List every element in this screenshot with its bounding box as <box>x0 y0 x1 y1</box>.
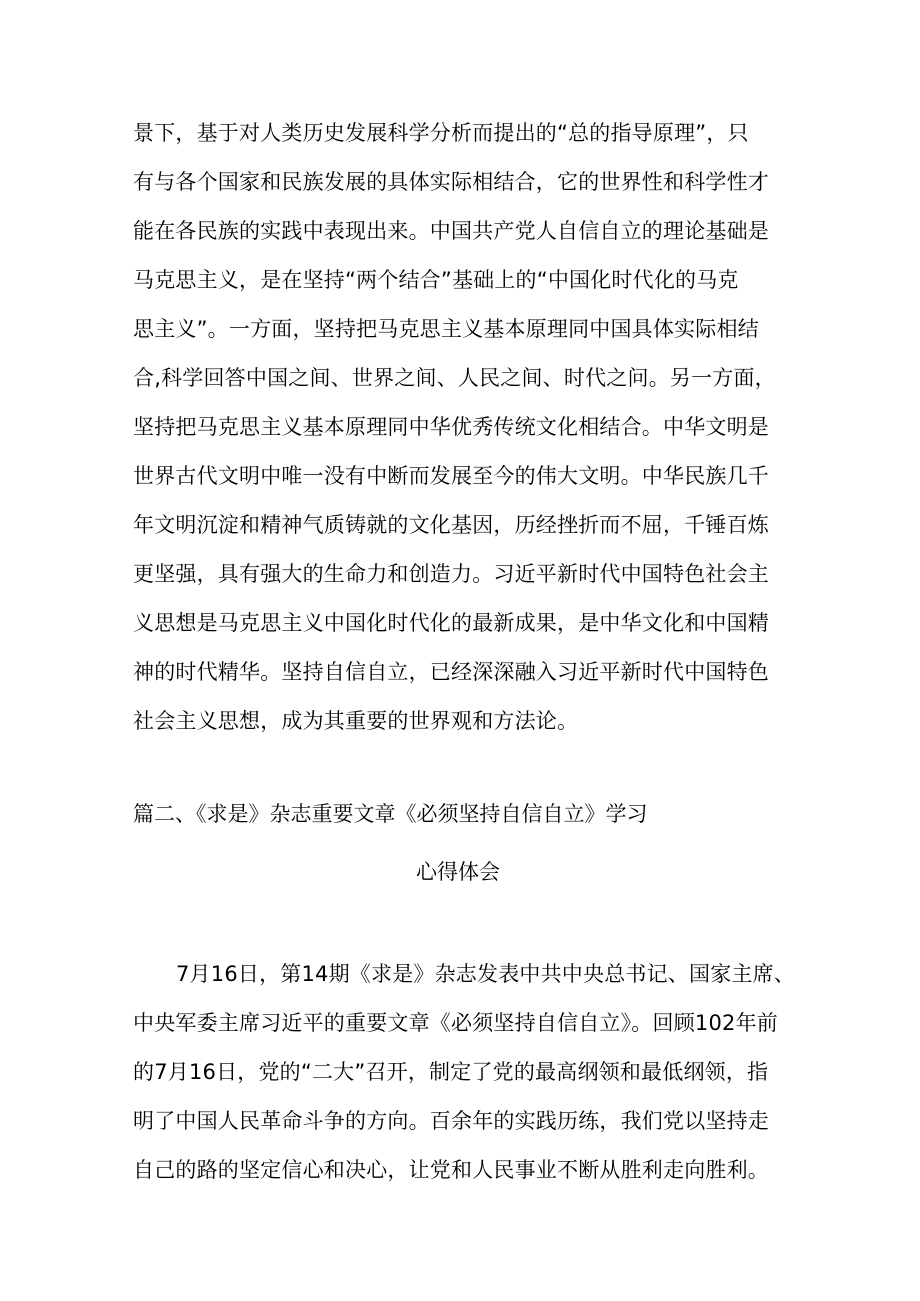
paragraph-line: 中央军委主席习近平的重要文章《必须坚持自信自立》。回顾102年前 <box>133 1011 778 1035</box>
paragraph-line: 年文明沉淀和精神气质铸就的文化基因，历经挫折而不屈，千锤百炼 <box>133 513 769 537</box>
paragraph-line: 马克思主义，是在坚持“两个结合”基础上的“中国化时代化的马克 <box>133 268 739 292</box>
paragraph-line: 世界古代文明中唯一没有中断而发展至今的伟大文明。中华民族几千 <box>133 464 769 488</box>
section-heading-line-2: 心得体会 <box>416 860 500 884</box>
paragraph-line: 能在各民族的实践中表现出来。中国共产党人自信自立的理论基础是 <box>133 219 769 243</box>
paragraph-line: 自己的路的坚定信心和决心，让党和人民事业不断从胜利走向胜利。 <box>133 1158 769 1182</box>
paragraph-line: 合,科学回答中国之间、世界之间、人民之间、时代之问。另一方面， <box>133 366 776 390</box>
paragraph-line: 7月16日，第14期《求是》杂志发表中共中央总书记、国家主席、 <box>176 962 796 986</box>
section-heading-line-1: 篇二、《求是》杂志重要文章《必须坚持自信自立》学习 <box>133 802 648 826</box>
paragraph-line: 思主义”。一方面，坚持把马克思主义基本原理同中国具体实际相结 <box>133 317 759 341</box>
paragraph-line: 景下，基于对人类历史发展科学分析而提出的“总的指导原理”，只 <box>133 121 749 145</box>
paragraph-line: 更坚强，具有强大的生命力和创造力。习近平新时代中国特色社会主 <box>133 562 769 586</box>
paragraph-line: 社会主义思想，成为其重要的世界观和方法论。 <box>133 709 579 733</box>
paragraph-line: 有与各个国家和民族发展的具体实际相结合，它的世界性和科学性才 <box>133 170 769 194</box>
paragraph-line: 义思想是马克思主义中国化时代化的最新成果，是中华文化和中国精 <box>133 611 769 635</box>
paragraph-line: 坚持把马克思主义基本原理同中华优秀传统文化相结合。中华文明是 <box>133 415 769 439</box>
paragraph-line: 的7月16日，党的“二大”召开，制定了党的最高纲领和最低纲领，指 <box>133 1060 769 1084</box>
paragraph-line: 明了中国人民革命斗争的方向。百余年的实践历练，我们党以坚持走 <box>133 1109 769 1133</box>
paragraph-line: 神的时代精华。坚持自信自立，已经深深融入习近平新时代中国特色 <box>133 660 769 684</box>
